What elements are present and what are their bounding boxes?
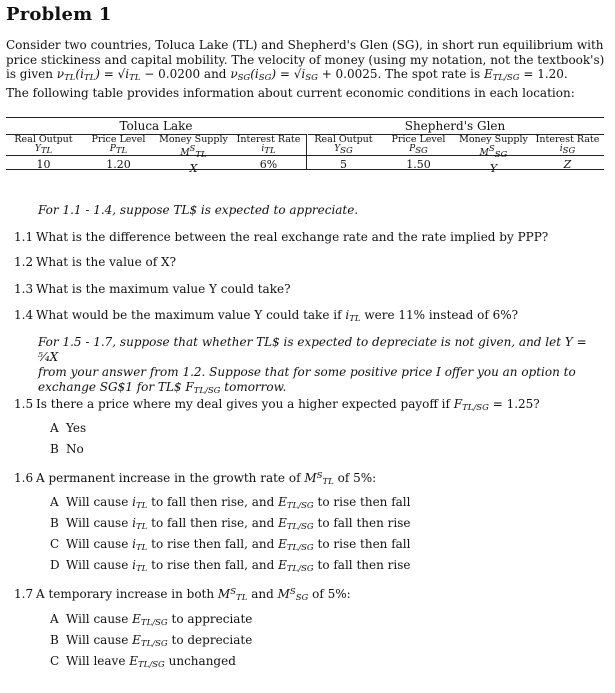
note-assumption-2: For 1.5 - 1.7, suppose that whether TL$ is expected to depreciate is not given, and let Y = ⁵⁄₄X from your answer from 1.2. Suppose that for some positive price I offer you an option to exchange SG$1 for TL$ $F_{TL/SG}$ tomorrow. — [38, 335, 587, 396]
option-1-7-a[interactable]: A Will cause $E_{TL/SG}$ to appreciate — [50, 612, 253, 628]
table-cell-price-level-tl: Price Level PTL 1.20 — [91, 134, 146, 171]
velocity-sg-formula: $\nu_{SG}(i_{SG}) = √i_{SG} + 0.0025$ — [230, 67, 378, 83]
note-assumption-1: For 1.1 - 1.4, suppose TL$ is expected to appreciate. — [38, 203, 359, 217]
economic-conditions-table — [6, 117, 604, 175]
intro-line-1: Consider two countries, Toluca Lake (TL) and Shepherd's Glen (SG), in short run equilibrium with — [6, 38, 604, 52]
table-cell-interest-rate-tl: Interest Rate iTL 6% — [236, 134, 301, 171]
table-cell-money-supply-tl: Money Supply MSTL X — [159, 134, 228, 175]
intro-line-4: The following table provides information about current economic conditions in each location: — [6, 85, 575, 100]
velocity-tl-formula: $\nu_{TL}(i_{TL}) = √i_{TL} - 0.0200$ — [56, 67, 201, 83]
intro-text: . The spot rate is — [377, 67, 484, 81]
option-1-6-b[interactable]: B Will cause $i_{TL}$ to fall then rise, and $E_{TL/SG}$ to fall then rise — [50, 516, 411, 532]
option-1-5-b[interactable]: B No — [50, 442, 84, 456]
intro-line-2: price stickiness and capital mobility. The velocity of money (using my notation, not the textbook's) — [6, 52, 605, 67]
table-cell-interest-rate-sg: Interest Rate iSG Z — [535, 134, 600, 171]
table-cell-price-level-sg: Price Level PSG 1.50 — [391, 134, 446, 171]
group-title-toluca-lake: Toluca Lake — [119, 119, 193, 133]
question-1-4: 1.4 What would be the maximum value Y could take if $i_{TL}$ were 11% instead of 6%? — [14, 308, 519, 324]
question-1-7: 1.7 A temporary increase in both $M^S_{TL}$ and $M^S_{SG}$ of 5%: — [14, 587, 351, 603]
question-1-1: 1.1 What is the difference between the real exchange rate and the rate implied by PPP? — [14, 230, 549, 244]
group-title-shepherds-glen: Shepherd's Glen — [404, 119, 506, 133]
intro-text: is given — [6, 67, 57, 81]
option-1-7-c[interactable]: C Will leave $E_{TL/SG}$ unchanged — [50, 654, 236, 670]
page-title: Problem 1 — [6, 4, 112, 25]
option-1-5-a[interactable]: A Yes — [50, 421, 87, 435]
option-1-6-d[interactable]: D Will cause $i_{TL}$ to rise then fall, and $E_{TL/SG}$ to fall then rise — [50, 558, 411, 574]
intro-text: and — [200, 67, 231, 81]
spot-rate-formula: $E_{TL/SG} = 1.20$. — [483, 67, 568, 83]
option-1-6-a[interactable]: A Will cause $i_{TL}$ to fall then rise, and $E_{TL/SG}$ to rise then fall — [50, 495, 411, 511]
question-1-6: 1.6 A permanent increase in the growth rate of $M^S_{TL}$ of 5%: — [14, 471, 377, 487]
question-1-2: 1.2 What is the value of X? — [14, 255, 177, 269]
table-cell-money-supply-sg: Money Supply MSSG Y — [459, 134, 528, 175]
option-1-7-b[interactable]: B Will cause $E_{TL/SG}$ to depreciate — [50, 633, 253, 649]
table-cell-real-output-sg: Real Output YSG 5 — [314, 134, 373, 171]
question-1-5: 1.5 Is there a price where my deal gives you a higher expected payoff if $F_{TL/SG} = 1.25$? — [14, 397, 540, 413]
option-1-6-c[interactable]: C Will cause $i_{TL}$ to rise then fall, and $E_{TL/SG}$ to rise then fall — [50, 537, 411, 553]
table-cell-real-output-tl: Real Output YTL 10 — [14, 134, 73, 171]
intro-line-3 — [6, 67, 606, 86]
question-1-3: 1.3 What is the maximum value Y could take? — [14, 282, 291, 296]
problem-intro — [6, 38, 606, 100]
